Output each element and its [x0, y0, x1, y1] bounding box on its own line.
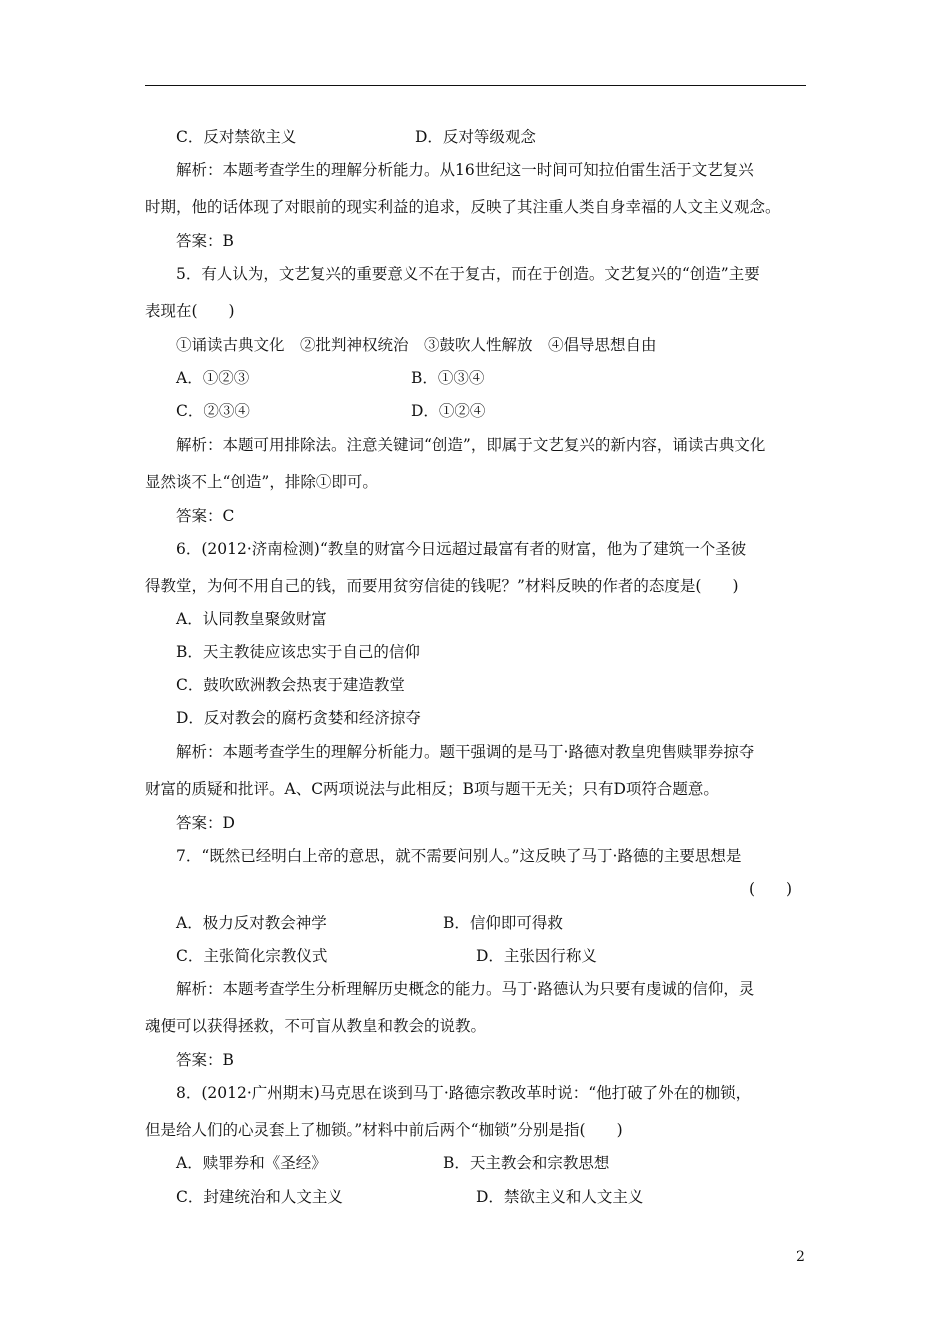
q5-items: ①诵读古典文化 ②批判神权统治 ③鼓吹人性解放 ④倡导思想自由: [176, 336, 657, 354]
q5-option-d: D．①②④: [411, 402, 486, 420]
q5-option-b: B．①③④: [411, 369, 485, 387]
q7-analysis-line1: 解析：本题考查学生分析理解历史概念的能力。马丁·路德认为只要有虔诚的信仰，灵: [176, 980, 755, 998]
q6-stem-line1: 6．(2012·济南检测)“教皇的财富今日远超过最富有者的财富，他为了建筑一个圣彼: [176, 540, 747, 558]
q7-option-b: B．信仰即可得救: [443, 914, 563, 932]
q7-stem-paren: ( ): [749, 880, 793, 898]
q6-analysis-line1: 解析：本题考查学生的理解分析能力。题干强调的是马丁·路德对教皇兜售赎罪券掠夺: [176, 743, 755, 761]
q4-answer: 答案：B: [176, 232, 234, 250]
q4-analysis-line1: 解析：本题考查学生的理解分析能力。从16世纪这一时间可知拉伯雷生活于文艺复兴: [176, 161, 754, 179]
q5-stem-line2: 表现在( ): [145, 302, 235, 320]
q6-option-d: D．反对教会的腐朽贪婪和经济掠夺: [176, 709, 421, 727]
q7-option-a: A．极力反对教会神学: [176, 914, 327, 932]
q5-analysis-line1: 解析：本题可用排除法。注意关键词“创造”，即属于文艺复兴的新内容，诵读古典文化: [176, 436, 766, 454]
q6-option-b: B．天主教徒应该忠实于自己的信仰: [176, 643, 420, 661]
q4-analysis-line2: 时期，他的话体现了对眼前的现实利益的追求，反映了其注重人类自身幸福的人文主义观念。: [145, 198, 781, 216]
q6-analysis-line2: 财富的质疑和批评。A、C两项说法与此相反；B项与题干无关；只有D项符合题意。: [145, 780, 719, 798]
q8-option-d: D．禁欲主义和人文主义: [476, 1188, 644, 1206]
q5-answer: 答案：C: [176, 507, 235, 525]
q5-option-a: A．①②③: [176, 369, 250, 387]
q7-stem-line1: 7．“既然已经明白上帝的意思，就不需要问别人。”这反映了马丁·路德的主要思想是: [176, 847, 742, 865]
header-rule: [145, 85, 806, 86]
q8-option-a: A．赎罪券和《圣经》: [176, 1154, 327, 1172]
q7-answer: 答案：B: [176, 1051, 234, 1069]
q8-stem-line2: 但是给人们的心灵套上了枷锁。”材料中前后两个“枷锁”分别是指( ): [145, 1121, 623, 1139]
q5-stem-line1: 5．有人认为，文艺复兴的重要意义不在于复古，而在于创造。文艺复兴的“创造”主要: [176, 265, 760, 283]
q5-analysis-line2: 显然谈不上“创造”，排除①即可。: [145, 473, 378, 491]
page-number: 2: [796, 1249, 805, 1265]
q6-option-a: A．认同教皇聚敛财富: [176, 610, 327, 628]
q8-stem-line1: 8．(2012·广州期末)马克思在谈到马丁·路德宗教改革时说：“他打破了外在的枷锁，: [176, 1084, 752, 1102]
q7-analysis-line2: 魂便可以获得拯救，不可盲从教皇和教会的说教。: [145, 1017, 487, 1035]
q5-option-c: C．②③④: [176, 402, 250, 420]
q6-option-c: C．鼓吹欧洲教会热衷于建造教堂: [176, 676, 405, 694]
q8-option-b: B．天主教会和宗教思想: [443, 1154, 610, 1172]
q6-answer: 答案：D: [176, 814, 235, 832]
q7-option-c: C．主张简化宗教仪式: [176, 947, 328, 965]
q6-stem-line2: 得教堂，为何不用自己的钱，而要用贫穷信徒的钱呢？”材料反映的作者的态度是( ): [145, 577, 739, 595]
q7-option-d: D．主张因行称义: [476, 947, 597, 965]
q8-option-c: C．封建统治和人文主义: [176, 1188, 343, 1206]
q4-option-d: D．反对等级观念: [415, 128, 536, 146]
q4-option-c: C．反对禁欲主义: [176, 128, 297, 146]
